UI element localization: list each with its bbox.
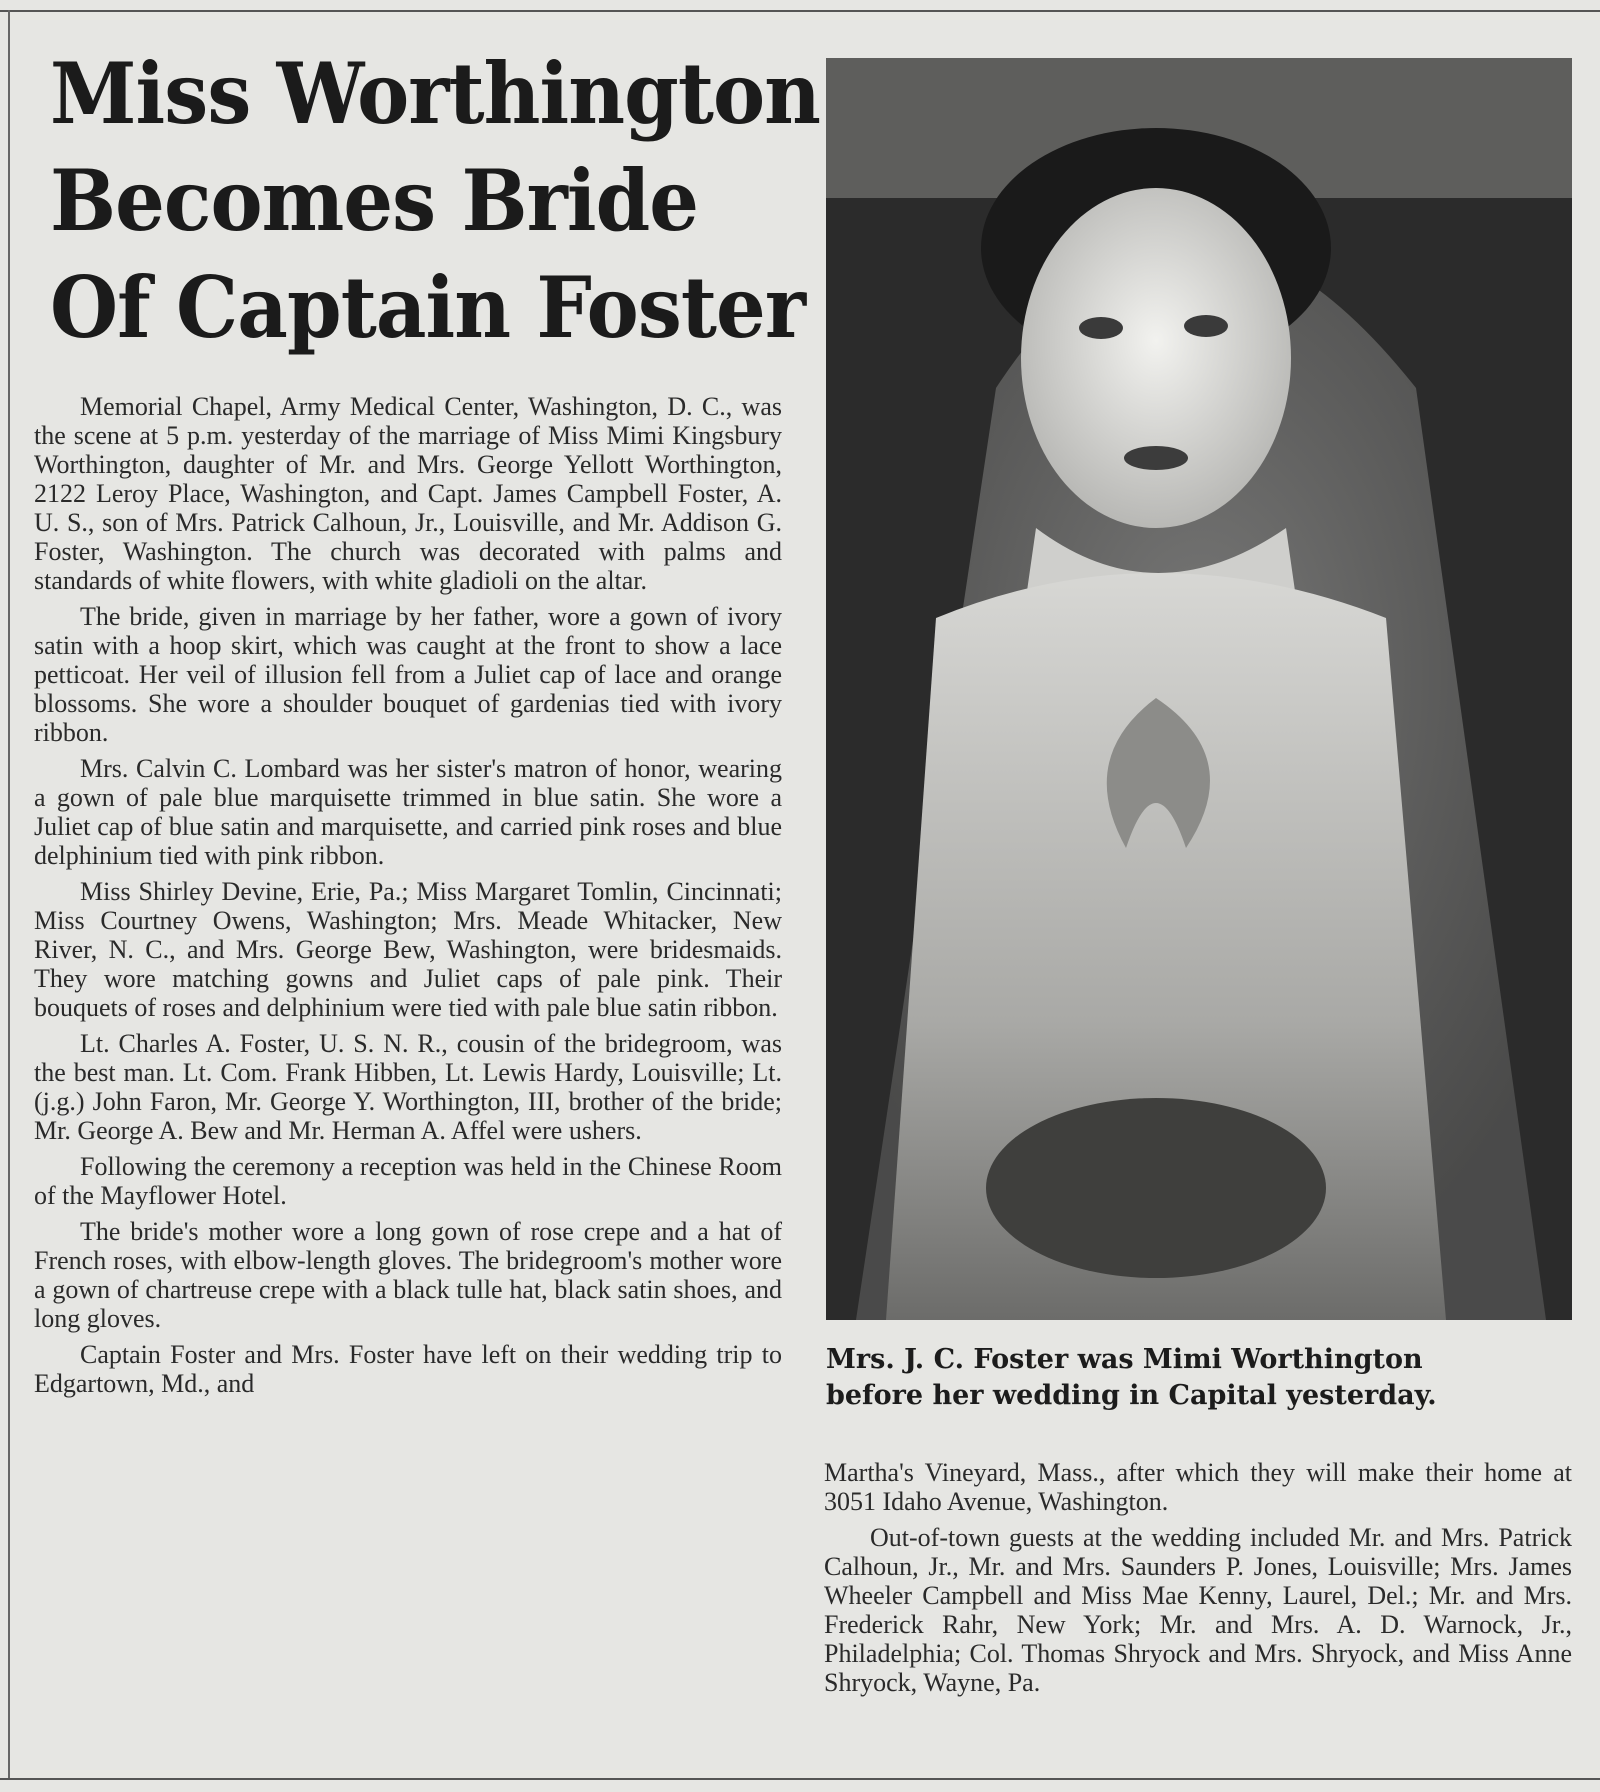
paragraph-matron: Mrs. Calvin C. Lombard was her sister's matron of honor, wearing a gown of pale blue marquisette trimmed in blue satin. She wore a Juliet cap of blue satin and marquisette, and carried pink roses and blue delphinium tied with pink ribbon. bbox=[34, 754, 782, 870]
headline bbox=[50, 40, 821, 361]
headline-line-1: Miss Worthington bbox=[50, 44, 821, 143]
bride-portrait-illustration bbox=[826, 58, 1572, 1320]
headline-line-2: Becomes Bride bbox=[50, 151, 699, 250]
left-body-text bbox=[34, 392, 782, 1405]
headline-line-3: Of Captain Foster bbox=[50, 258, 806, 357]
bride-photo bbox=[826, 58, 1572, 1320]
paragraph-trip: Captain Foster and Mrs. Foster have left on their wedding trip to Edgartown, Md., and bbox=[34, 1340, 782, 1398]
caption-line-1: Mrs. J. C. Foster was Mimi Worthington bbox=[826, 1344, 1423, 1375]
paragraph-guests: Out-of-town guests at the wedding included Mr. and Mrs. Patrick Calhoun, Jr., Mr. and Mrs. Saunders P. Jones, Louisville; Mrs. James Wheeler Campbell and Miss Mae Kenny, Laurel, Del.; Mr. and Mrs. Frederick Rahr, New York; Mr. and Mrs. A. D. Warnock, Jr., Philadelphia; Col. Thomas Shryock and Mrs. Shryock, and Miss Anne Shryock, Wayne, Pa. bbox=[824, 1523, 1572, 1697]
photo-caption bbox=[826, 1342, 1572, 1414]
left-column bbox=[34, 40, 821, 1398]
bottom-rule bbox=[0, 1778, 1600, 1780]
paragraph-bride-gown: The bride, given in marriage by her father, wore a gown of ivory satin with a hoop skirt, which was caught at the front to show a lace petticoat. Her veil of illusion fell from a Juliet cap of lace and orange blossoms. She wore a shoulder bouquet of gardenias tied with ivory ribbon. bbox=[34, 602, 782, 747]
left-rule bbox=[8, 10, 10, 1780]
right-body-text bbox=[824, 1458, 1572, 1704]
paragraph-ceremony: Memorial Chapel, Army Medical Center, Washington, D. C., was the scene at 5 p.m. yesterday of the marriage of Miss Mimi Kingsbury Worthington, daughter of Mr. and Mrs. George Yellott Worthington, 2122 Leroy Place, Washington, and Capt. James Campbell Foster, A. U. S., son of Mrs. Patrick Calhoun, Jr., Louisville, and Mr. Addison G. Foster, Washington. The church was decorated with palms and standards of white flowers, with white gladioli on the altar. bbox=[34, 392, 782, 595]
top-rule bbox=[0, 10, 1600, 12]
paragraph-best-man: Lt. Charles A. Foster, U. S. N. R., cousin of the bridegroom, was the best man. Lt. Com. Frank Hibben, Lt. Lewis Hardy, Louisville; Lt. (j.g.) John Faron, Mr. George Y. Worthington, III, brother of the bride; Mr. George A. Bew and Mr. Herman A. Affel were ushers. bbox=[34, 1029, 782, 1145]
caption-line-2: before her wedding in Capital yesterday. bbox=[826, 1380, 1437, 1411]
paragraph-bridesmaids: Miss Shirley Devine, Erie, Pa.; Miss Margaret Tomlin, Cincinnati; Miss Courtney Owens, Washington; Mrs. Meade Whitacker, New River, N. C., and Mrs. George Bew, Washington, were bridesmaids. They wore matching gowns and Juliet caps of pale pink. Their bouquets of roses and delphinium were tied with pale blue satin ribbon. bbox=[34, 877, 782, 1022]
paragraph-home: Martha's Vineyard, Mass., after which they will make their home at 3051 Idaho Avenue, Washington. bbox=[824, 1458, 1572, 1516]
paragraph-reception: Following the ceremony a reception was held in the Chinese Room of the Mayflower Hotel. bbox=[34, 1152, 782, 1210]
paragraph-mothers: The bride's mother wore a long gown of rose crepe and a hat of French roses, with elbow-length gloves. The bridegroom's mother wore a gown of chartreuse crepe with a black tulle hat, black satin shoes, and long gloves. bbox=[34, 1217, 782, 1333]
